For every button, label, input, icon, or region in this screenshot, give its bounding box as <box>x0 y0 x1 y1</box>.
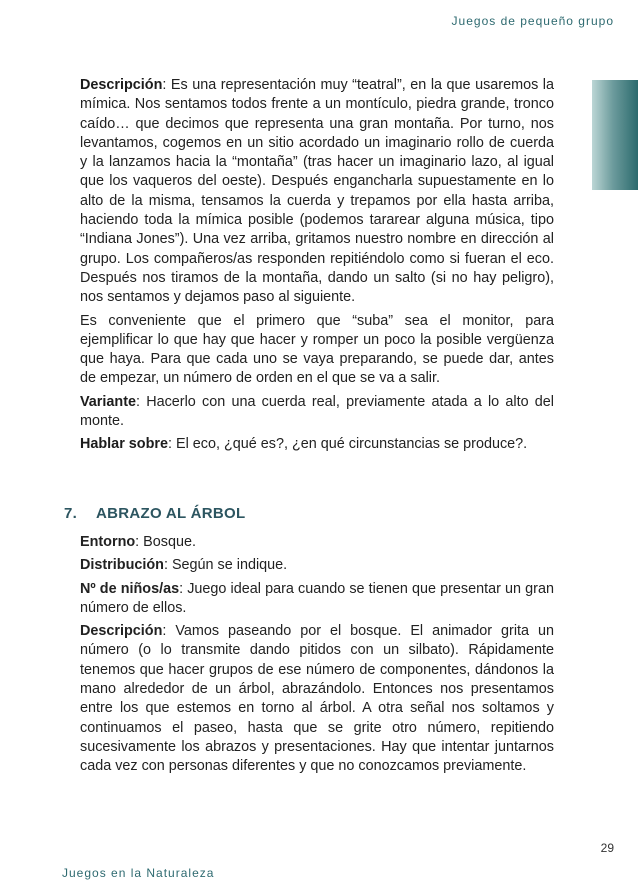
description-paragraph <box>80 76 554 308</box>
activity-body-2 <box>80 533 554 781</box>
distribution-label: Distribución <box>80 557 164 574</box>
note-paragraph: Es conveniente que el primero que “suba” sea el monitor, para ejemplificar lo que hay que hacer y romper un poco la posible vergüenza que haya. Para que cada uno se vaya preparando, se puede dar, antes de empezar, un número de orden en el que se va a salir. <box>80 312 554 387</box>
distribution-paragraph <box>80 556 554 575</box>
description-text-2: : Vamos paseando por el bosque. El animador grita un número (o lo transmite dando pitidos con un silbato). Rápidamente tenemos que hacer grupos de ese número de componentes, dándonos la mano alrededor de un árbol, abrazándolo. Entonces nos presentamos entre los que estemos en torno al árbol. A otra señal nos soltamos y continuamos el paseo, hasta que se grite otro número, repitiendo sucesivamente los abrazos y presentaciones. Hay que intentar juntarnos cada vez con personas diferentes y que no conozcamos previamente. <box>80 623 554 775</box>
children-count-text: : Juego ideal para cuando se tienen que presentar un gran número de ellos. <box>80 580 554 616</box>
section-title: ABRAZO AL ÁRBOL <box>96 505 246 522</box>
running-footer: Juegos en la Naturaleza <box>62 866 215 880</box>
children-count-paragraph <box>80 580 554 619</box>
running-header: Juegos de pequeño grupo <box>451 14 614 28</box>
variant-text: : Hacerlo con una cuerda real, previamente atada a lo alto del monte. <box>80 393 554 430</box>
variant-paragraph <box>80 393 554 432</box>
description-text: : Es una representación muy “teatral”, en la que usaremos la mímica. Nos sentamos todos frente a un montículo, piedra grande, tronco caído… que decimos que representa una gran montaña. Por turno, nos levantamos, cogemos en un sitio acordado un imaginario rollo de cuerda y la lanzamos hacia la “montaña” (tras hacer un imaginario lazo, al igual que los vaqueros del oeste). Después engancharla supuestamente en lo alto de la misma, tensamos la cuerda y trepamos por ella hasta arriba, haciendo toda la mímica posible (podemos tararear alguna música, tipo “Indiana Jones”). Una vez arriba, gritamos nuestro nombre en dirección al grupo. Los compañeros/as responden repitiéndolo como si fueran el eco. Después nos tiramos de la montaña, dando un salto (si no hay peligro), nos sentamos y dejamos paso al siguiente. <box>80 77 554 306</box>
variant-label: Variante <box>80 393 136 410</box>
page-number: 29 <box>600 841 614 855</box>
description-label-2: Descripción <box>80 623 163 640</box>
side-thumb-tab <box>592 80 638 190</box>
environment-paragraph <box>80 533 554 552</box>
talk-about-paragraph <box>80 435 554 454</box>
talk-about-text: : El eco, ¿qué es?, ¿en qué circunstancias se produce?. <box>167 436 528 453</box>
description-label: Descripción <box>80 77 163 93</box>
description-paragraph-2 <box>80 622 554 776</box>
children-count-label: Nº de niños/as <box>80 580 180 597</box>
section-heading <box>64 505 246 522</box>
environment-text: : Bosque. <box>135 534 196 550</box>
environment-label: Entorno <box>80 534 136 550</box>
section-number: 7. <box>64 505 78 522</box>
activity-body <box>80 76 554 459</box>
talk-about-label: Hablar sobre <box>80 436 168 453</box>
distribution-text: : Según se indique. <box>163 557 288 574</box>
